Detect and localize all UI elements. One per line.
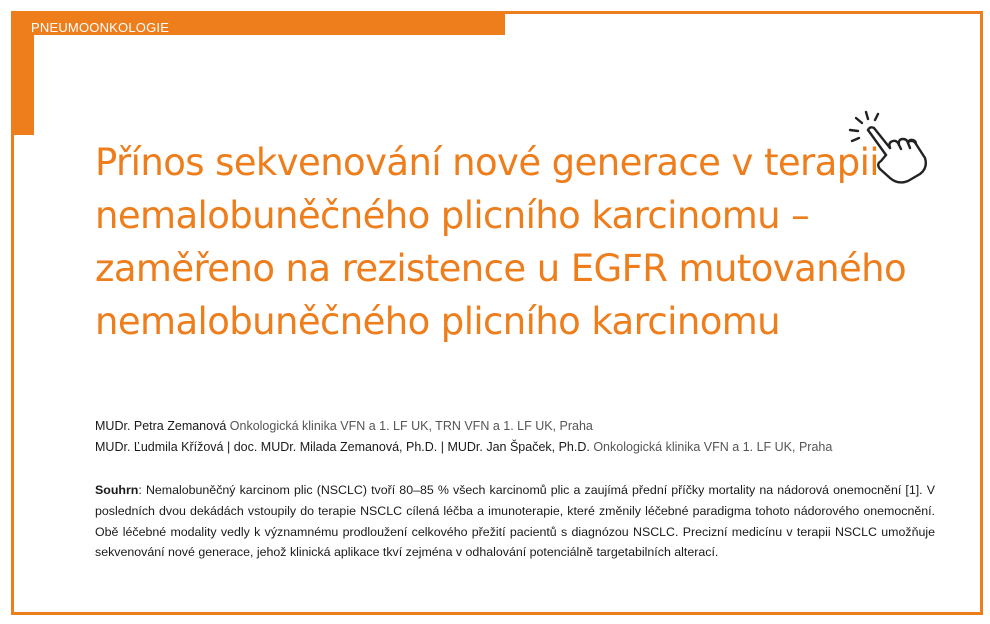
author-affiliation-1: Onkologická klinika VFN a 1. LF UK, TRN VFN a 1. LF UK, Praha [226,419,593,433]
article-title: Přínos sekvenování nové generace v terapii nemalobuněčného plicního karcinomu – zaměřeno na rezistence u EGFR mutovaného nemalobuněčného plicního karcinomu [95,141,907,343]
abstract [95,480,935,562]
author-line-1 [95,416,955,437]
author-names-2: MUDr. Ľudmila Křížová | doc. MUDr. Milada Zemanová, Ph.D. | MUDr. Jan Špaček, Ph.D. [95,440,590,454]
abstract-text: : Nemalobuněčný karcinom plic (NSCLC) tvoří 80–85 % všech karcinomů plic a zaujímá přední příčky mortality na nádorová onemocnění [1]. V posledních dvou dekádách vstoupily do terapie NSCLC cílená léčba a imunoterapie, které změnily léčebné paradigma tohoto nádorového onemocnění. Obě léčebné modality vedly k významnému prodloužení celkového přežití pacientů s diagnózou NSCLC. Precizní medicínu v terapii NSCLC umožňuje sekvenování nové generace, jehož klinická aplikace tkví zejména v odhalování potenciálně targetabilních alterací. [95,483,935,560]
abstract-label: Souhrn [95,483,139,498]
author-list [95,416,955,458]
section-label: PNEUMOONKOLOGIE [31,20,170,35]
author-line-2 [95,437,955,458]
author-affiliation-2: Onkologická klinika VFN a 1. LF UK, Praha [589,440,833,454]
author-names-1: MUDr. Petra Zemanová [95,419,227,433]
